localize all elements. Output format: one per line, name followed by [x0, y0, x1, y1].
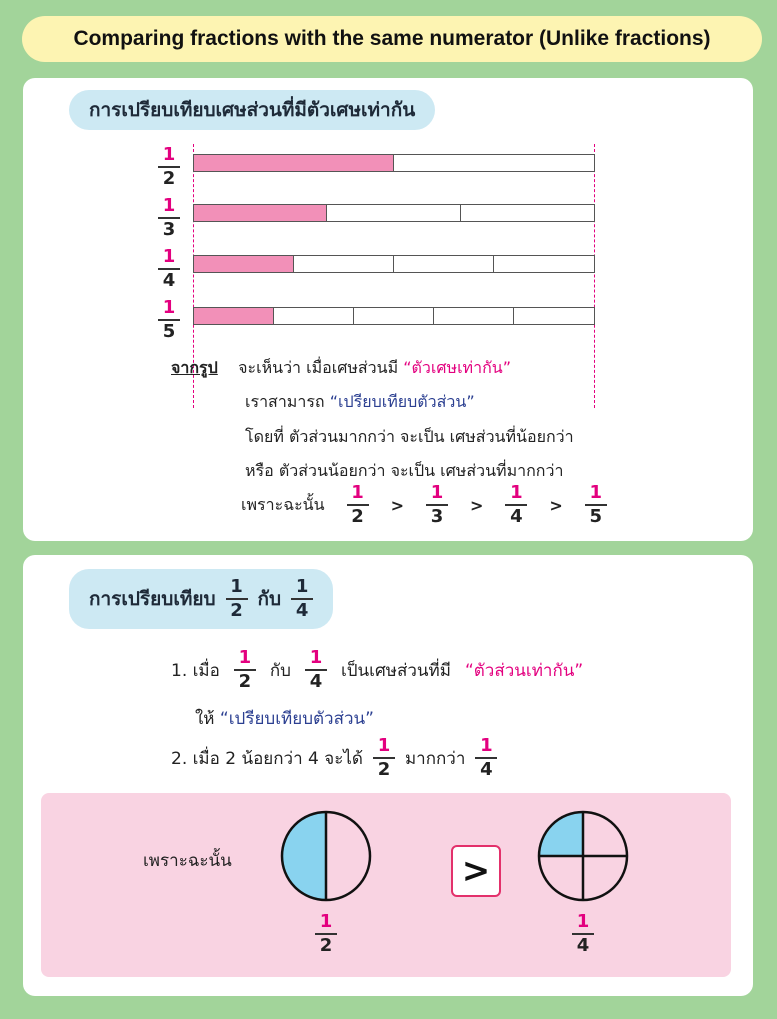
- bar-label-third: $\frac{1}{3}$: [158, 197, 182, 239]
- explanation-line-3: โดยที่ ตัวส่วนมากกว่า จะเป็น เศษส่วนที่น้อยกว่า: [245, 427, 574, 446]
- bar-model-quarter: [193, 255, 595, 273]
- step-1-continuation: ให้ “เปรียบเทียบตัวส่วน”: [195, 709, 374, 729]
- order-comparison: [241, 484, 607, 526]
- bar-label-quarter: $\frac{1}{4}$: [158, 248, 182, 290]
- gt-symbol: >: [390, 495, 404, 515]
- right-guide-line: [594, 144, 595, 408]
- bar-model-third: [193, 204, 595, 222]
- same-numerator-panel: [23, 78, 753, 541]
- quarter-circle-label: 1 4: [572, 913, 594, 955]
- therefore-label: เพราะฉะนั้น: [143, 851, 232, 871]
- order-frac-third: $\frac{1}{3}$: [426, 484, 448, 526]
- therefore-label: เพราะฉะนั้น: [241, 494, 325, 514]
- compare-half-quarter-panel: [23, 555, 753, 996]
- order-frac-fifth: $\frac{1}{5}$: [585, 484, 607, 526]
- bar-label-fifth: $\frac{1}{5}$: [158, 299, 182, 341]
- bar-model-half: [193, 154, 595, 172]
- step-2-line: 2. เมื่อ 2 น้อยกว่า 4 จะได้ $\frac{1}{2}$ มากกว่า $\frac{1}{4}$: [171, 737, 497, 779]
- quarter-circle-diagram: [536, 809, 630, 903]
- greater-than-box: >: [451, 845, 501, 897]
- heading-frac-quarter: $\frac{1}{4}$: [291, 578, 313, 620]
- half-circle-diagram: [279, 809, 373, 903]
- section2-heading: การเปรียบเทียบ $\frac{1}{2}$ กับ $\frac{1}{4}$: [69, 569, 333, 629]
- visual-comparison-box: [41, 793, 731, 977]
- explanation-line-4: หรือ ตัวส่วนน้อยกว่า จะเป็น เศษส่วนที่มากกว่า: [245, 461, 564, 480]
- order-frac-quarter: $\frac{1}{4}$: [505, 484, 527, 526]
- half-circle-label: 1 2: [315, 913, 337, 955]
- explanation-line-1: จากรูป จะเห็นว่า เมื่อเศษส่วนมี “ตัวเศษเท่ากัน”: [171, 358, 511, 377]
- explanation-line-2: เราสามารถ “เปรียบเทียบตัวส่วน”: [245, 392, 475, 411]
- bar-model-fifth: [193, 307, 595, 325]
- section1-heading: [69, 90, 435, 130]
- banner-title: Comparing fractions with the same numerator (Unlike fractions): [73, 27, 711, 50]
- section1-heading-text: การเปรียบเทียบเศษส่วนที่มีตัวเศษเท่ากัน: [89, 99, 416, 121]
- heading-frac-half: $\frac{1}{2}$: [226, 578, 248, 620]
- step-1-line: 1. เมื่อ $\frac{1}{2}$ กับ $\frac{1}{4}$ เป็นเศษส่วนที่มี “ตัวส่วนเท่ากัน”: [171, 647, 584, 692]
- bar-label-half: $\frac{1}{2}$: [158, 146, 182, 188]
- title-banner: [22, 16, 762, 62]
- order-frac-half: $\frac{1}{2}$: [347, 484, 369, 526]
- gt-symbol: >: [549, 495, 563, 515]
- gt-symbol: >: [469, 495, 484, 515]
